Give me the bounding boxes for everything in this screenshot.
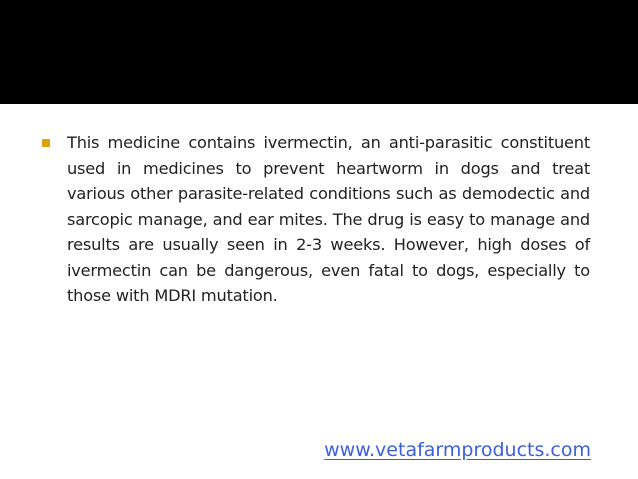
square-bullet-icon <box>42 139 50 147</box>
header-band <box>0 0 638 104</box>
website-link[interactable]: www.vetafarmproducts.com <box>324 439 591 461</box>
body-paragraph: This medicine contains ivermectin, an anti-parasitic constituent used in medicines to prevent heartworm in dogs and treat various other parasite-related conditions such as demodectic and sarcopic manage, and ear mites. The drug is easy to manage and results are usually seen in 2-3 weeks. However, high doses of ivermectin can be dangerous, even fatal to dogs, especially to those with MDRI mutation. <box>67 133 590 305</box>
